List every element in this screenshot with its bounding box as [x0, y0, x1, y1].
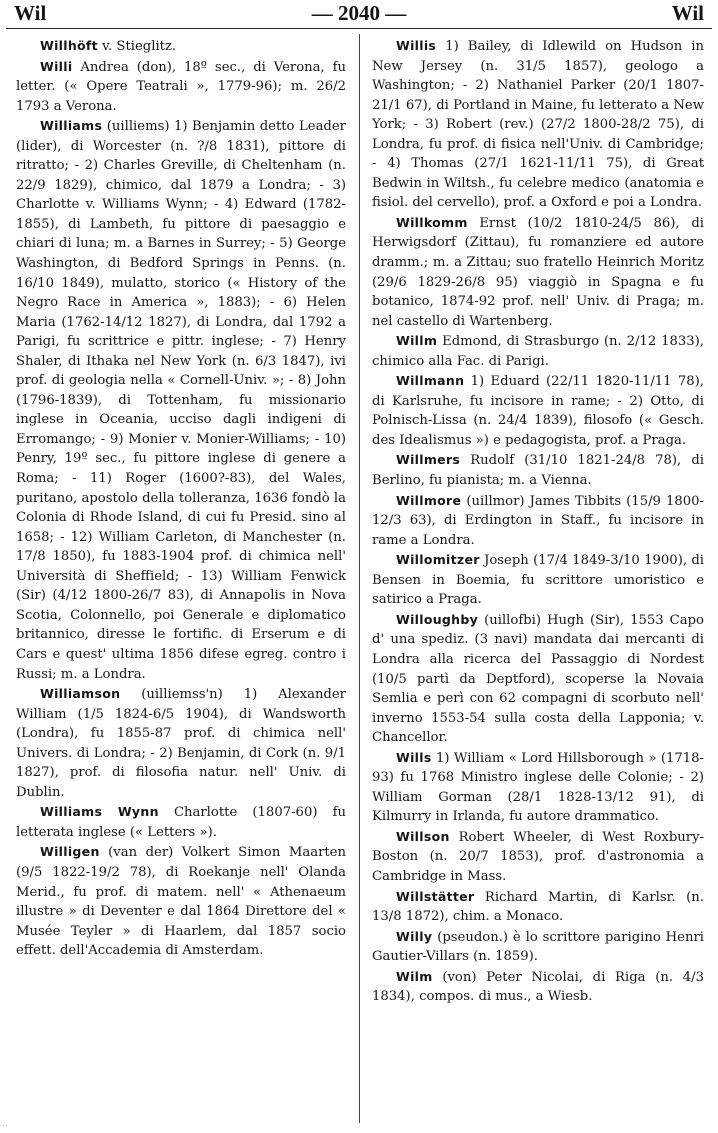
column-divider — [359, 34, 360, 1123]
entry-text: (uillmor) James Tibbits (15/9 1800-12/3 63), di Erdington in Staff., fu incisore in rame a Londra. — [372, 493, 704, 548]
entry — [372, 827, 704, 887]
entry-headword: Willstätter — [396, 888, 475, 904]
header-right-guideword: Wil — [671, 1, 704, 25]
header-rule — [6, 28, 712, 29]
entry-headword: Willigen — [40, 844, 100, 860]
entry — [372, 550, 704, 610]
entry — [372, 748, 704, 827]
margin-mark: .. — [2, 1119, 8, 1129]
entry-text: 1) William « Lord Hillsborough » (1718-93) fu 1768 Ministro inglese delle Colonie; - 2) William Gorman (28/1 1828-13/12 91), di Kilmurry in Irlanda, fu autore drammatico. — [372, 750, 704, 825]
entry-headword: Williams Wynn — [40, 804, 159, 820]
entry — [372, 491, 704, 551]
entry-text: Rudolf (31/10 1821-24/8 78), di Berlino, fu pianista; m. a Vienna. — [372, 453, 704, 489]
entry-headword: Willmers — [396, 452, 461, 468]
entry-headword: Willm — [396, 333, 438, 349]
header-left-guideword: Wil — [14, 1, 47, 25]
entry-headword: Willkomm — [396, 214, 468, 230]
entry — [372, 927, 704, 967]
entry-headword: Willmore — [396, 492, 462, 508]
entry-text: Robert Wheeler, di West Roxbury-Boston (n. 20/7 1853), prof. d'astronomia a Cambridge in Mass. — [372, 829, 704, 884]
entry — [372, 967, 704, 1007]
entry-text: 1) Eduard (22/11 1820-11/11 78), di Karlsruhe, fu incisore in rame; - 2) Otto, di Polnisch-Lissa (n. 24/4 1839), filosofo (« Gesch. des Idealismus ») e pedagogista, prof. a Praga. — [372, 374, 704, 448]
entry-headword: Willhöft — [40, 38, 98, 53]
entry — [372, 610, 704, 748]
entry-headword: Willomitzer — [396, 552, 480, 568]
right-column — [372, 36, 704, 1125]
entry-text: Edmond, di Strasburgo (n. 2/12 1833), chimico alla Fac. di Parigi. — [372, 334, 704, 369]
entry-headword: Willi — [40, 58, 73, 74]
entry — [16, 36, 346, 57]
entry-headword: Willmann — [396, 373, 465, 389]
entry-text: Joseph (17/4 1849-3/10 1900), di Bensen in Boemia, fu scrittore umoristico e satirico a Praga. — [372, 553, 704, 608]
entry-text: (uilliems) 1) Benjamin detto Leader (lider), di Worcester (n. ?/8 1831), pittore di ritratto; - 2) Charles Greville, di Cheltenham (n. 22/9 1829), chimico, dal 1879 a Londra; - 3) Charlotte v. Williams Wynn; - 4) Edward (1782-1855), di Lambeth, fu pittore di paesaggio e chiari di luna; m. a Barnes in Surrey; - 5) George Washington, di Bedford Springs in Penns. (n. 16/10 1849), mulatto, storico (« History of the Negro Race in America », 1883); - 6) Helen Maria (1762-14/12 1827), di Londra, dal 1792 a Parigi, fu scrittrice e pittr. inglese; - 7) Henry Shaler, di Ithaka nel New York (n. 6/3 1847), ivi prof. di geologia nella « Cornell-Univ. »; - 8) John (1796-1839), di Tottenham, fu missionario inglese in Oceania, ucciso dagli indigeni di Erromango; - 9) Monier v. Monier-Williams; - 10) Penry, 19º sec., fu pittore inglese di genere a Roma; - 11) Roger (1600?-83), del Wales, puritano, apostolo della tolleranza, 1636 fondò la Colonia di Rhode Island, di cui fu Presid. sino al 1658; - 12) William Carleton, di Manchester (n. 17/8 1850), fu 1883-1904 prof. di chimica nell' Università di Sheffield; - 13) William Fenwick (Sir) (4/12 1800-26/7 83), di Annapolis in Nova Scotia, Colonnello, poi Generale e diplomatico britannico, diresse le fortific. di Erserum e di Cars e quest' ultima 1856 difese egreg. contro i Russi; m. a Londra. — [16, 119, 346, 682]
page-header — [0, 0, 718, 28]
entry — [372, 450, 704, 490]
entry — [16, 116, 346, 684]
entry-text: Richard Martin, di Karlsr. (n. 13/8 1872), chim. a Monaco. — [372, 889, 704, 925]
entry-headword: Willoughby — [396, 611, 479, 627]
entry — [372, 36, 704, 213]
entry — [372, 213, 704, 331]
entry-text: 1) Bailey, di Idlewild on Hudson in New Jersey (n. 31/5 1857), geologo a Washington; - 2) Nathaniel Parker (20/1 1807-21/1 67), di Portland in Maine, fu letterato a New York; - 3) Robert (rev.) (27/2 1800-28/2 75), di Londra, fu prof. di fisica nell'Univ. di Cambridge; - 4) Thomas (27/1 1621-11/11 75), di Great Bedwin in Wiltsh., fu celebre medico (anatomia e fisiol. del cervello), prof. a Oxford e poi a Londra. — [372, 39, 704, 211]
entry — [372, 371, 704, 450]
entry-text: v. Stieglitz. — [102, 39, 177, 54]
entry-headword: Wilm — [396, 968, 433, 984]
entry-headword: Williams — [40, 118, 103, 134]
entry-headword: Willy — [396, 928, 433, 944]
left-column — [16, 36, 346, 1125]
entry — [16, 802, 346, 842]
entry-headword: Williamson — [40, 686, 121, 702]
entry — [372, 887, 704, 927]
entry-headword: Wills — [396, 749, 432, 765]
entry — [372, 331, 704, 371]
entry-text: (uilliemss'n) 1) Alexander William (1/5 1824-6/5 1904), di Wandsworth (Londra), fu 1855-87 prof. di chimica nell' Univers. di Londra; - 2) Benjamin, di Cork (n. 9/1 1827), prof. di filosofia natur. nell' Univ. di Dublin. — [16, 687, 346, 800]
entry-text: Andrea (don), 18º sec., di Verona, fu letter. (« Opere Teatrali », 1779-96); m. 26/2 1793 a Verona. — [16, 59, 346, 114]
entry — [16, 57, 346, 117]
entry — [16, 842, 346, 960]
entry-text: (uillofbi) Hugh (Sir), 1553 Capo d' una spediz. (3 navi) mandata dai mercanti di Londra alla ricerca del Passaggio di Nordest (10/5 partì da Deptford), scoperse la Novaia Semlia e perì con 62 compagni di scorbuto nell' inverno 1553-54 sulla costa della Lapponia; v. Chancellor. — [372, 612, 704, 746]
entry-text: Ernst (10/2 1810-24/5 86), di Herwigsdorf (Zittau), fu romanziere ed autore dramm.; m. a Zittau; suo fratello Heinrich Moritz (29/6 1829-26/8 95) viaggiò in Spagna e fu botanico, 1874-92 prof. nell' Univ. di Praga; m. nel castello di Wartenberg. — [372, 215, 704, 329]
entry-text: (van der) Volkert Simon Maarten (9/5 1822-19/2 78), di Roekanje nell' Olanda Merid., fu prof. di matem. nell' « Athenaeum illustre » di Deventer e dal 1864 Direttore del « Musée Teyler » di Haarlem, dal 1857 socio effett. dell'Accademia di Amsterdam. — [16, 845, 346, 959]
entry-text: (von) Peter Nicolai, di Riga (n. 4/3 1834), compos. di mus., a Wiesb. — [372, 969, 704, 1005]
entry — [16, 684, 346, 802]
entry-text: (pseudon.) è lo scrittore parigino Henri Gautier-Villars (n. 1859). — [372, 929, 704, 965]
entry-headword: Willis — [396, 38, 437, 53]
entry-headword: Willson — [396, 828, 450, 844]
entry-text: Charlotte (1807-60) fu letterata inglese (« Letters »). — [16, 805, 346, 840]
header-page-number: — 2040 — — [311, 1, 407, 25]
